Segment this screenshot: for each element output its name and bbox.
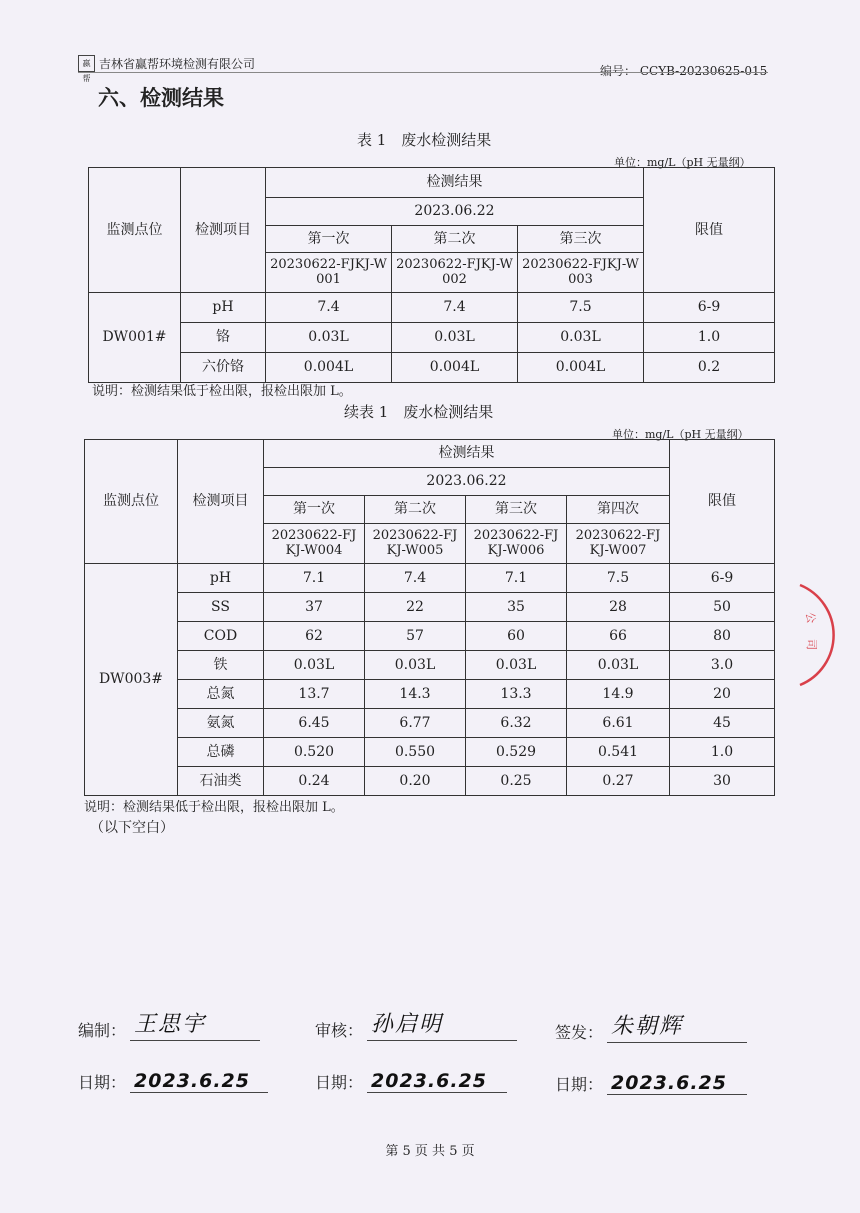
seal-stamp-text: 司 <box>805 639 818 650</box>
signature-reviewed <box>315 1010 517 1041</box>
table2-header-date: 2023.06.22 <box>264 468 670 496</box>
table2-sample-id: 20230622-FJKJ-W004 <box>264 524 365 564</box>
table2-item: COD <box>178 622 264 651</box>
table2-limit: 20 <box>670 680 775 709</box>
table2-value: 7.1 <box>466 564 567 593</box>
table2-item: 氨氮 <box>178 709 264 738</box>
table1-run-name: 第一次 <box>266 226 392 253</box>
table2-value: 14.9 <box>567 680 670 709</box>
table1-value: 7.5 <box>518 293 644 323</box>
table2-value: 14.3 <box>365 680 466 709</box>
table2-value: 0.550 <box>365 738 466 767</box>
table2-header-point: 监测点位 <box>85 440 178 564</box>
issued-date-line <box>607 1066 747 1095</box>
table2-sample-id: 20230622-FJKJ-W005 <box>365 524 466 564</box>
table2-limit: 50 <box>670 593 775 622</box>
table2-limit: 45 <box>670 709 775 738</box>
table2-limit: 6-9 <box>670 564 775 593</box>
issued-date: 2023.6.25 <box>611 1072 727 1094</box>
company-name: 吉林省赢帮环境检测有限公司 <box>99 57 256 71</box>
table1-header-date: 2023.06.22 <box>266 198 644 226</box>
table2-value: 7.5 <box>567 564 670 593</box>
table2-value: 0.03L <box>466 651 567 680</box>
table1-sample-id: 20230622-FJKJ-W003 <box>518 253 644 293</box>
table2-sample-id: 20230622-FJKJ-W006 <box>466 524 567 564</box>
table2-title: 续表 1 废水检测结果 <box>344 403 494 421</box>
reviewed-date: 2023.6.25 <box>371 1070 487 1092</box>
report-number-value: CCYB-20230625-015 <box>639 64 768 78</box>
table1-limit: 1.0 <box>644 323 775 353</box>
table1 <box>88 167 775 383</box>
table1-value: 7.4 <box>392 293 518 323</box>
table2-value: 0.20 <box>365 767 466 796</box>
table1-value: 0.03L <box>518 323 644 353</box>
table2-value: 0.529 <box>466 738 567 767</box>
table2-value: 0.27 <box>567 767 670 796</box>
compiled-date: 2023.6.25 <box>134 1070 250 1092</box>
table1-value: 0.004L <box>518 353 644 383</box>
table2-run-name: 第四次 <box>567 496 670 524</box>
table2-point: DW003# <box>85 564 178 796</box>
seal-stamp-text: 公 <box>803 611 818 625</box>
table1-item: 六价铬 <box>181 353 266 383</box>
section-title: 六、检测结果 <box>98 86 224 110</box>
table2-value: 57 <box>365 622 466 651</box>
table2-value: 13.7 <box>264 680 365 709</box>
table2-value: 0.520 <box>264 738 365 767</box>
table2-value: 35 <box>466 593 567 622</box>
table2-run-name: 第三次 <box>466 496 567 524</box>
table2-value: 60 <box>466 622 567 651</box>
table2-value: 0.03L <box>567 651 670 680</box>
table2-header-item: 检测项目 <box>178 440 264 564</box>
company-logo: 嬴帮 <box>78 55 95 72</box>
table2-limit: 1.0 <box>670 738 775 767</box>
table1-limit: 0.2 <box>644 353 775 383</box>
table2-item: 铁 <box>178 651 264 680</box>
table1-header-results: 检测结果 <box>266 168 644 198</box>
report-number <box>600 62 767 79</box>
compiled-signature-line <box>130 1010 260 1041</box>
report-number-label: 编号： <box>600 64 637 78</box>
date-label: 日期： <box>555 1075 604 1094</box>
table2-value: 7.4 <box>365 564 466 593</box>
table1-value: 0.03L <box>392 323 518 353</box>
table2-value: 7.1 <box>264 564 365 593</box>
table1-item: pH <box>181 293 266 323</box>
table2-value: 6.45 <box>264 709 365 738</box>
reviewed-date-line <box>367 1064 507 1093</box>
table1-sample-id: 20230622-FJKJ-W001 <box>266 253 392 293</box>
table2-item: 总氮 <box>178 680 264 709</box>
table2-value: 0.03L <box>365 651 466 680</box>
table2-run-name: 第二次 <box>365 496 466 524</box>
table1-header-item: 检测项目 <box>181 168 266 293</box>
date-compiled <box>78 1064 268 1093</box>
table2-value: 6.32 <box>466 709 567 738</box>
table1-value: 0.03L <box>266 323 392 353</box>
table1-title: 表 1 废水检测结果 <box>357 131 492 149</box>
table2-value: 6.77 <box>365 709 466 738</box>
table2-value: 0.24 <box>264 767 365 796</box>
issued-signature: 朱朝辉 <box>611 1014 684 1039</box>
table1-note: 说明：检测结果低于检出限，报检出限加 L。 <box>92 384 352 399</box>
table2-sample-id: 20230622-FJKJ-W007 <box>567 524 670 564</box>
table1-header-point: 监测点位 <box>89 168 181 293</box>
table2-unit: 单位：mg/L（pH 无量纲） <box>612 428 749 441</box>
company-header <box>78 55 256 83</box>
compiled-signature: 王思宇 <box>134 1012 207 1037</box>
table1-limit: 6-9 <box>644 293 775 323</box>
date-reviewed <box>315 1064 507 1093</box>
signature-compiled <box>78 1010 260 1041</box>
seal-stamp-icon <box>786 575 860 695</box>
table1-run-name: 第三次 <box>518 226 644 253</box>
date-label: 日期： <box>315 1073 364 1092</box>
date-issued <box>555 1066 747 1095</box>
table1-unit: 单位：mg/L（pH 无量纲） <box>614 156 751 169</box>
signature-issued <box>555 1012 747 1043</box>
table2-header-limit: 限值 <box>670 440 775 564</box>
table2-value: 22 <box>365 593 466 622</box>
reviewed-label: 审核： <box>315 1021 364 1040</box>
issued-label: 签发： <box>555 1023 604 1042</box>
table2-value: 0.03L <box>264 651 365 680</box>
table2-item: pH <box>178 564 264 593</box>
table2-value: 13.3 <box>466 680 567 709</box>
compiled-label: 编制： <box>78 1021 127 1040</box>
table2-limit: 3.0 <box>670 651 775 680</box>
table2-limit: 30 <box>670 767 775 796</box>
table2 <box>84 439 775 796</box>
page-footer: 第 5 页 共 5 页 <box>385 1144 475 1159</box>
table2-header-results: 检测结果 <box>264 440 670 468</box>
table2-value: 28 <box>567 593 670 622</box>
table2-value: 0.25 <box>466 767 567 796</box>
table2-item: 总磷 <box>178 738 264 767</box>
table2-value: 37 <box>264 593 365 622</box>
table2-value: 0.541 <box>567 738 670 767</box>
compiled-date-line <box>130 1064 268 1093</box>
table2-limit: 80 <box>670 622 775 651</box>
table1-sample-id: 20230622-FJKJ-W002 <box>392 253 518 293</box>
table1-value: 7.4 <box>266 293 392 323</box>
table2-note: 说明：检测结果低于检出限，报检出限加 L。 <box>84 800 344 815</box>
table2-value: 66 <box>567 622 670 651</box>
table1-header-limit: 限值 <box>644 168 775 293</box>
table2-value: 62 <box>264 622 365 651</box>
table1-value: 0.004L <box>392 353 518 383</box>
issued-signature-line <box>607 1012 747 1043</box>
table1-point: DW001# <box>89 293 181 383</box>
seal-stamp-ring <box>800 585 834 685</box>
table1-item: 铬 <box>181 323 266 353</box>
table2-value: 6.61 <box>567 709 670 738</box>
blank-note: （以下空白） <box>90 820 174 836</box>
reviewed-signature-line <box>367 1010 517 1041</box>
date-label: 日期： <box>78 1073 127 1092</box>
table1-run-name: 第二次 <box>392 226 518 253</box>
table1-value: 0.004L <box>266 353 392 383</box>
reviewed-signature: 孙启明 <box>371 1012 444 1037</box>
table2-item: 石油类 <box>178 767 264 796</box>
header-rule <box>78 72 768 73</box>
table2-item: SS <box>178 593 264 622</box>
table2-run-name: 第一次 <box>264 496 365 524</box>
